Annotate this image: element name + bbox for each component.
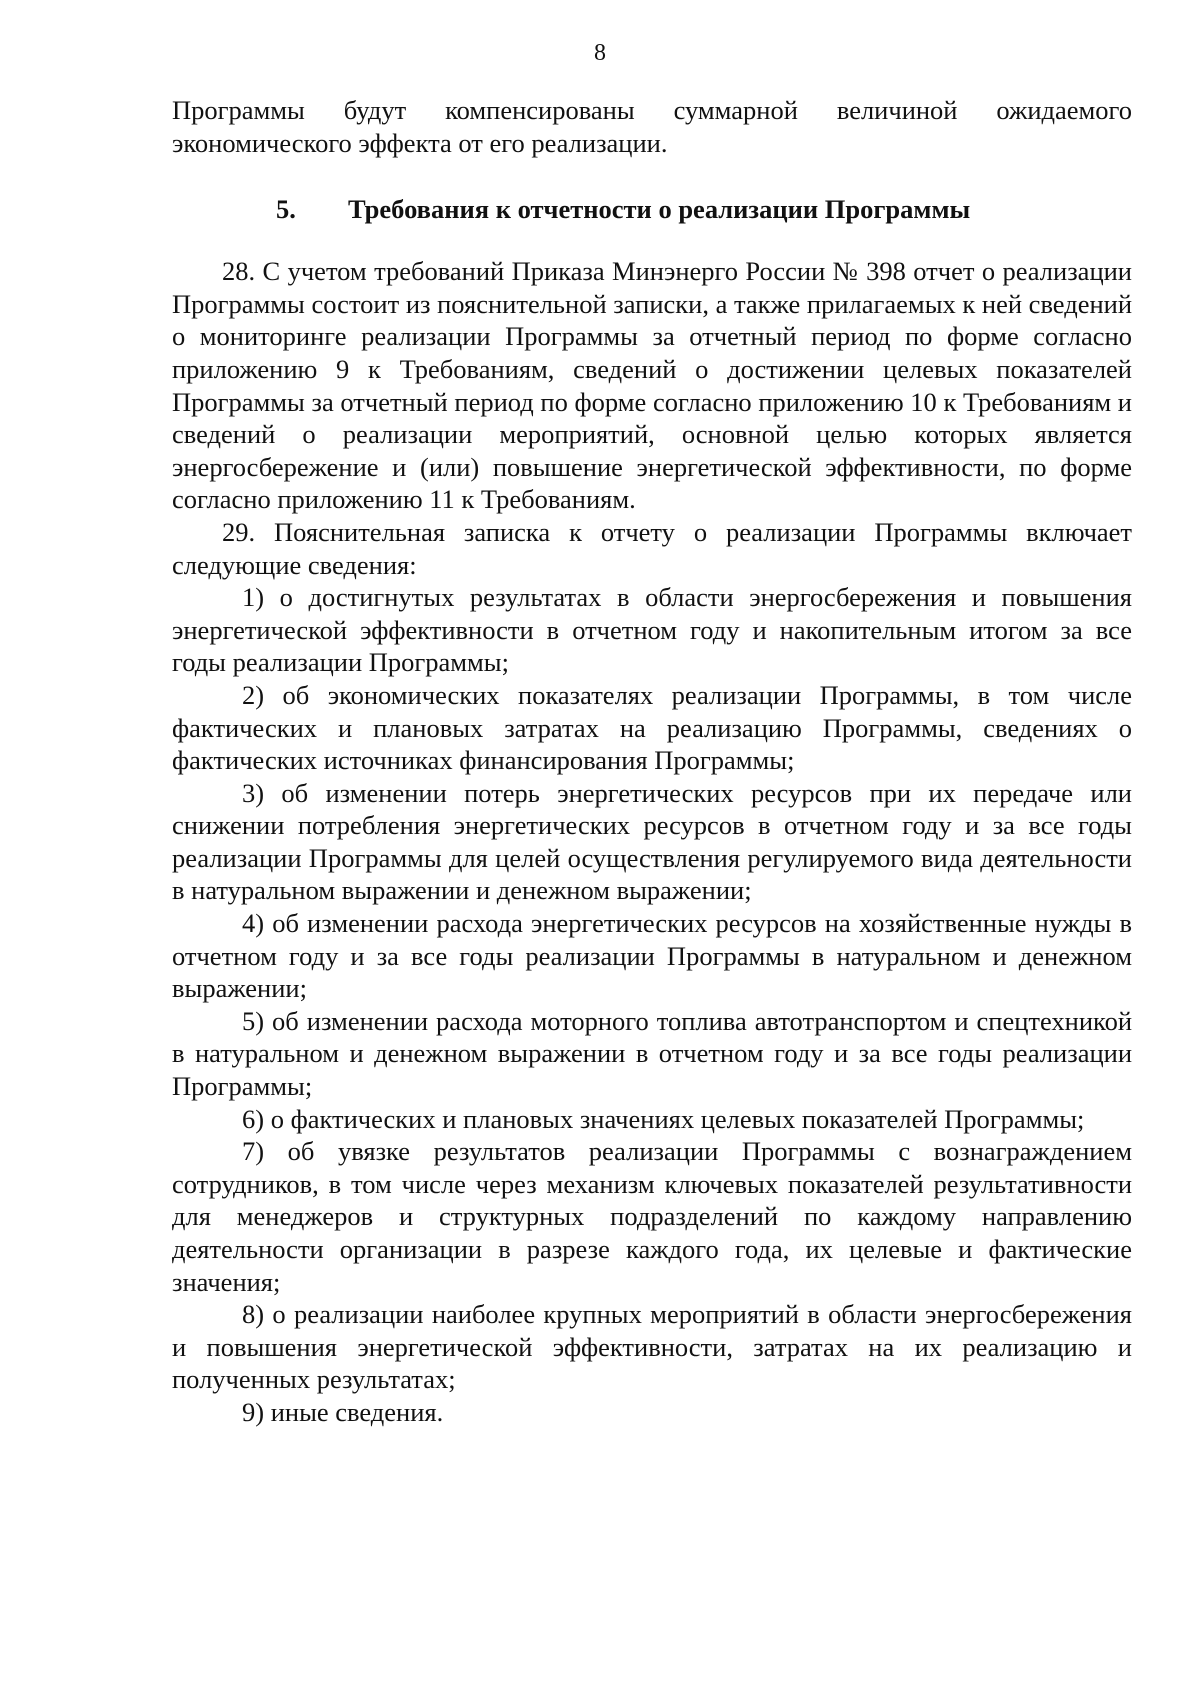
page-number: 8 xyxy=(594,40,606,66)
paragraph-28: 28. С учетом требований Приказа Минэнерго России № 398 отчет о реализации Программы состоит из пояснительной записки, а также прилагаемых к ней сведений о мониторинге реализации Программы за отчетный период по форме согласно приложению 9 к Требованиям, сведений о достижении целевых показателей Программы за отчетный период по форме согласно приложению 10 к Требованиям и сведений о реализации мероприятий, основной целью которых является энергосбережение и (или) повышение энергетической эффективности, по форме согласно приложению 11 к Требованиям. xyxy=(172,256,1132,515)
list-item-9: 9) иные сведения. xyxy=(242,1396,444,1427)
list-item-8: 8) о реализации наиболее крупных мероприятий в области энергосбережения и повышения энергетической эффективности, затратах на их реализацию и полученных результатах; xyxy=(172,1299,1132,1395)
section-number: 5. xyxy=(276,194,296,225)
list-item-4: 4) об изменении расхода энергетических ресурсов на хозяйственные нужды в отчетном году и за все годы реализации Программы в натуральном и денежном выражении; xyxy=(172,908,1132,1004)
list-item-5: 5) об изменении расхода моторного топлива автотранспортом и спецтехникой в натуральном и денежном выражении в отчетном году и за все годы реализации Программы; xyxy=(172,1005,1132,1102)
list-item-6: 6) о фактических и плановых значениях целевых показателей Программы; xyxy=(242,1103,1085,1134)
list-item-7: 7) об увязке результатов реализации Программы с вознаграждением сотрудников, в том числе через механизм ключевых показателей результативности для менеджеров и структурных подразделений по каждому направлению деятельности организации в разрезе каждого года, их целевые и фактические значения; xyxy=(172,1136,1132,1297)
document-body xyxy=(172,94,1132,1429)
list-item-1: 1) о достигнутых результатах в области энергосбережения и повышения энергетической эффективности в отчетном году и накопительным итогом за все годы реализации Программы; xyxy=(172,582,1132,678)
paragraph-29: 29. Пояснительная записка к отчету о реализации Программы включает следующие сведения: xyxy=(172,516,1132,580)
section-heading xyxy=(172,193,1132,225)
section-title: Требования к отчетности о реализации Программы xyxy=(348,194,971,225)
intro-paragraph: Программы будут компенсированы суммарной величиной ожидаемого экономического эффекта от его реализации. xyxy=(172,95,1132,158)
list-item-3: 3) об изменении потерь энергетических ресурсов при их передаче или снижении потребления энергетических ресурсов в отчетном году и за все годы реализации Программы для целей осуществления регулируемого вида деятельности в натуральном выражении и денежном выражении; xyxy=(172,777,1132,906)
list-item-2: 2) об экономических показателях реализации Программы, в том числе фактических и плановых затратах на реализацию Программы, сведениях о фактических источниках финансирования Программы; xyxy=(172,679,1132,776)
